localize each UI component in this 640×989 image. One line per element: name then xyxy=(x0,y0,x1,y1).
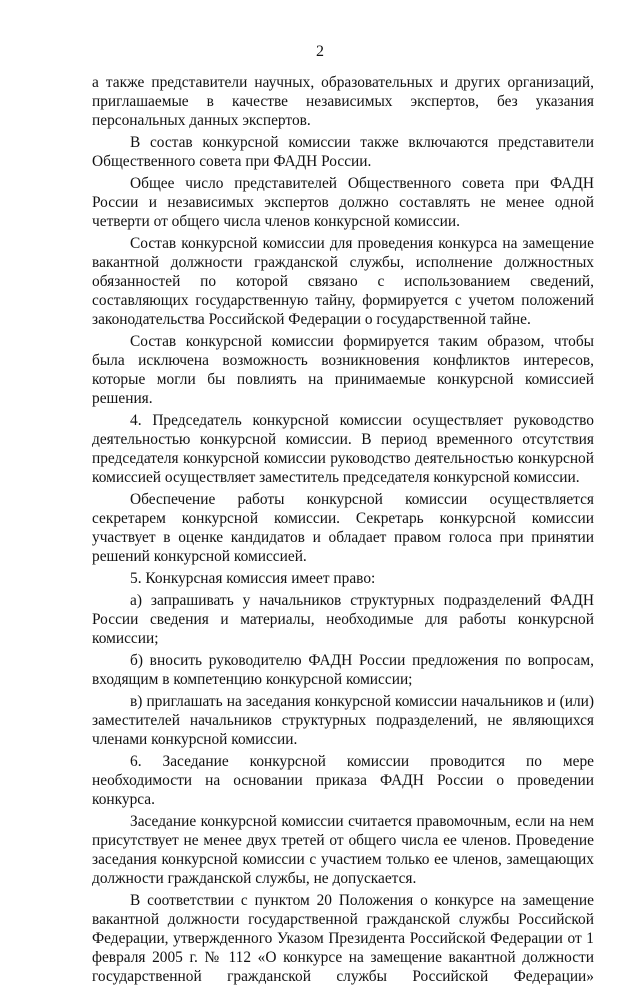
paragraph-item-4-chairman: 4. Председатель конкурсной комиссии осуществляет руководство деятельностью конкурсной комиссии. В период временного отсутствия председателя конкурсной комиссии руководство деятельностью конкурсной комиссией осуществляет заместитель председателя конкурсной комиссии. xyxy=(92,412,594,486)
paragraph-public-council-members: В состав конкурсной комиссии также включаются представители Общественного совета при ФАДН России. xyxy=(92,134,594,170)
paragraph-right-c: в) приглашать на заседания конкурсной комиссии начальников и (или) заместителей начальников структурных подразделений, не являющихся членами конкурсной комиссии. xyxy=(92,693,594,748)
paragraph-right-a: а) запрашивать у начальников структурных подразделений ФАДН России сведения и материалы, необходимые для работы конкурсной комиссии; xyxy=(92,592,594,647)
paragraph-quota-quarter: Общее число представителей Общественного совета при ФАДН России и независимых экспертов должно составлять не менее одной четверти от общего числа членов конкурсной комиссии. xyxy=(92,175,594,230)
paragraph-quorum: Заседание конкурсной комиссии считается правомочным, если на нем присутствует не менее двух третей от общего числа ее членов. Проведение заседания конкурсной комиссии с участием только ее членов, замещающих должности гражданской службы, не допускается. xyxy=(92,813,594,887)
paragraph-conflict-of-interest: Состав конкурсной комиссии формируется таким образом, чтобы была исключена возможность возникновения конфликтов интересов, которые могли бы повлиять на принимаемые конкурсной комиссией решения. xyxy=(92,333,594,407)
paragraph-state-secret: Состав конкурсной комиссии для проведения конкурса на замещение вакантной должности гражданской службы, исполнение должностных обязанностей по которой связано с использованием сведений, составляющих государственную тайну, формируется с учетом положений законодательства Российской Федерации о государственной тайне. xyxy=(92,235,594,328)
document-body xyxy=(92,73,594,989)
paragraph-experts-continuation: а также представители научных, образовательных и других организаций, приглашаемые в качестве независимых экспертов, без указания персональных данных экспертов. xyxy=(92,74,594,129)
page-number: 2 xyxy=(316,43,324,60)
paragraph-item-6-meeting: 6. Заседание конкурсной комиссии проводится по мере необходимости на основании приказа ФАДН России о проведении конкурса. xyxy=(92,753,594,808)
paragraph-item-5-rights: 5. Конкурсная комиссия имеет право: xyxy=(130,570,376,587)
paragraph-decree-reference: В соответствии с пунктом 20 Положения о конкурсе на замещение вакантной должности государственной гражданской службы Российской Федерации, утвержденного Указом Президента Российской Федерации от 1 февраля 2005 г. № 112 «О конкурсе на замещение вакантной должности государственной гражданской службы Российской Федерации» xyxy=(92,892,594,985)
paragraph-secretary: Обеспечение работы конкурсной комиссии осуществляется секретарем конкурсной комиссии. Секретарь конкурсной комиссии участвует в оценке кандидатов и обладает правом голоса при принятии решений конкурсной комиссией. xyxy=(92,491,594,565)
paragraph-right-b: б) вносить руководителю ФАДН России предложения по вопросам, входящим в компетенцию конкурсной комиссии; xyxy=(92,652,594,688)
